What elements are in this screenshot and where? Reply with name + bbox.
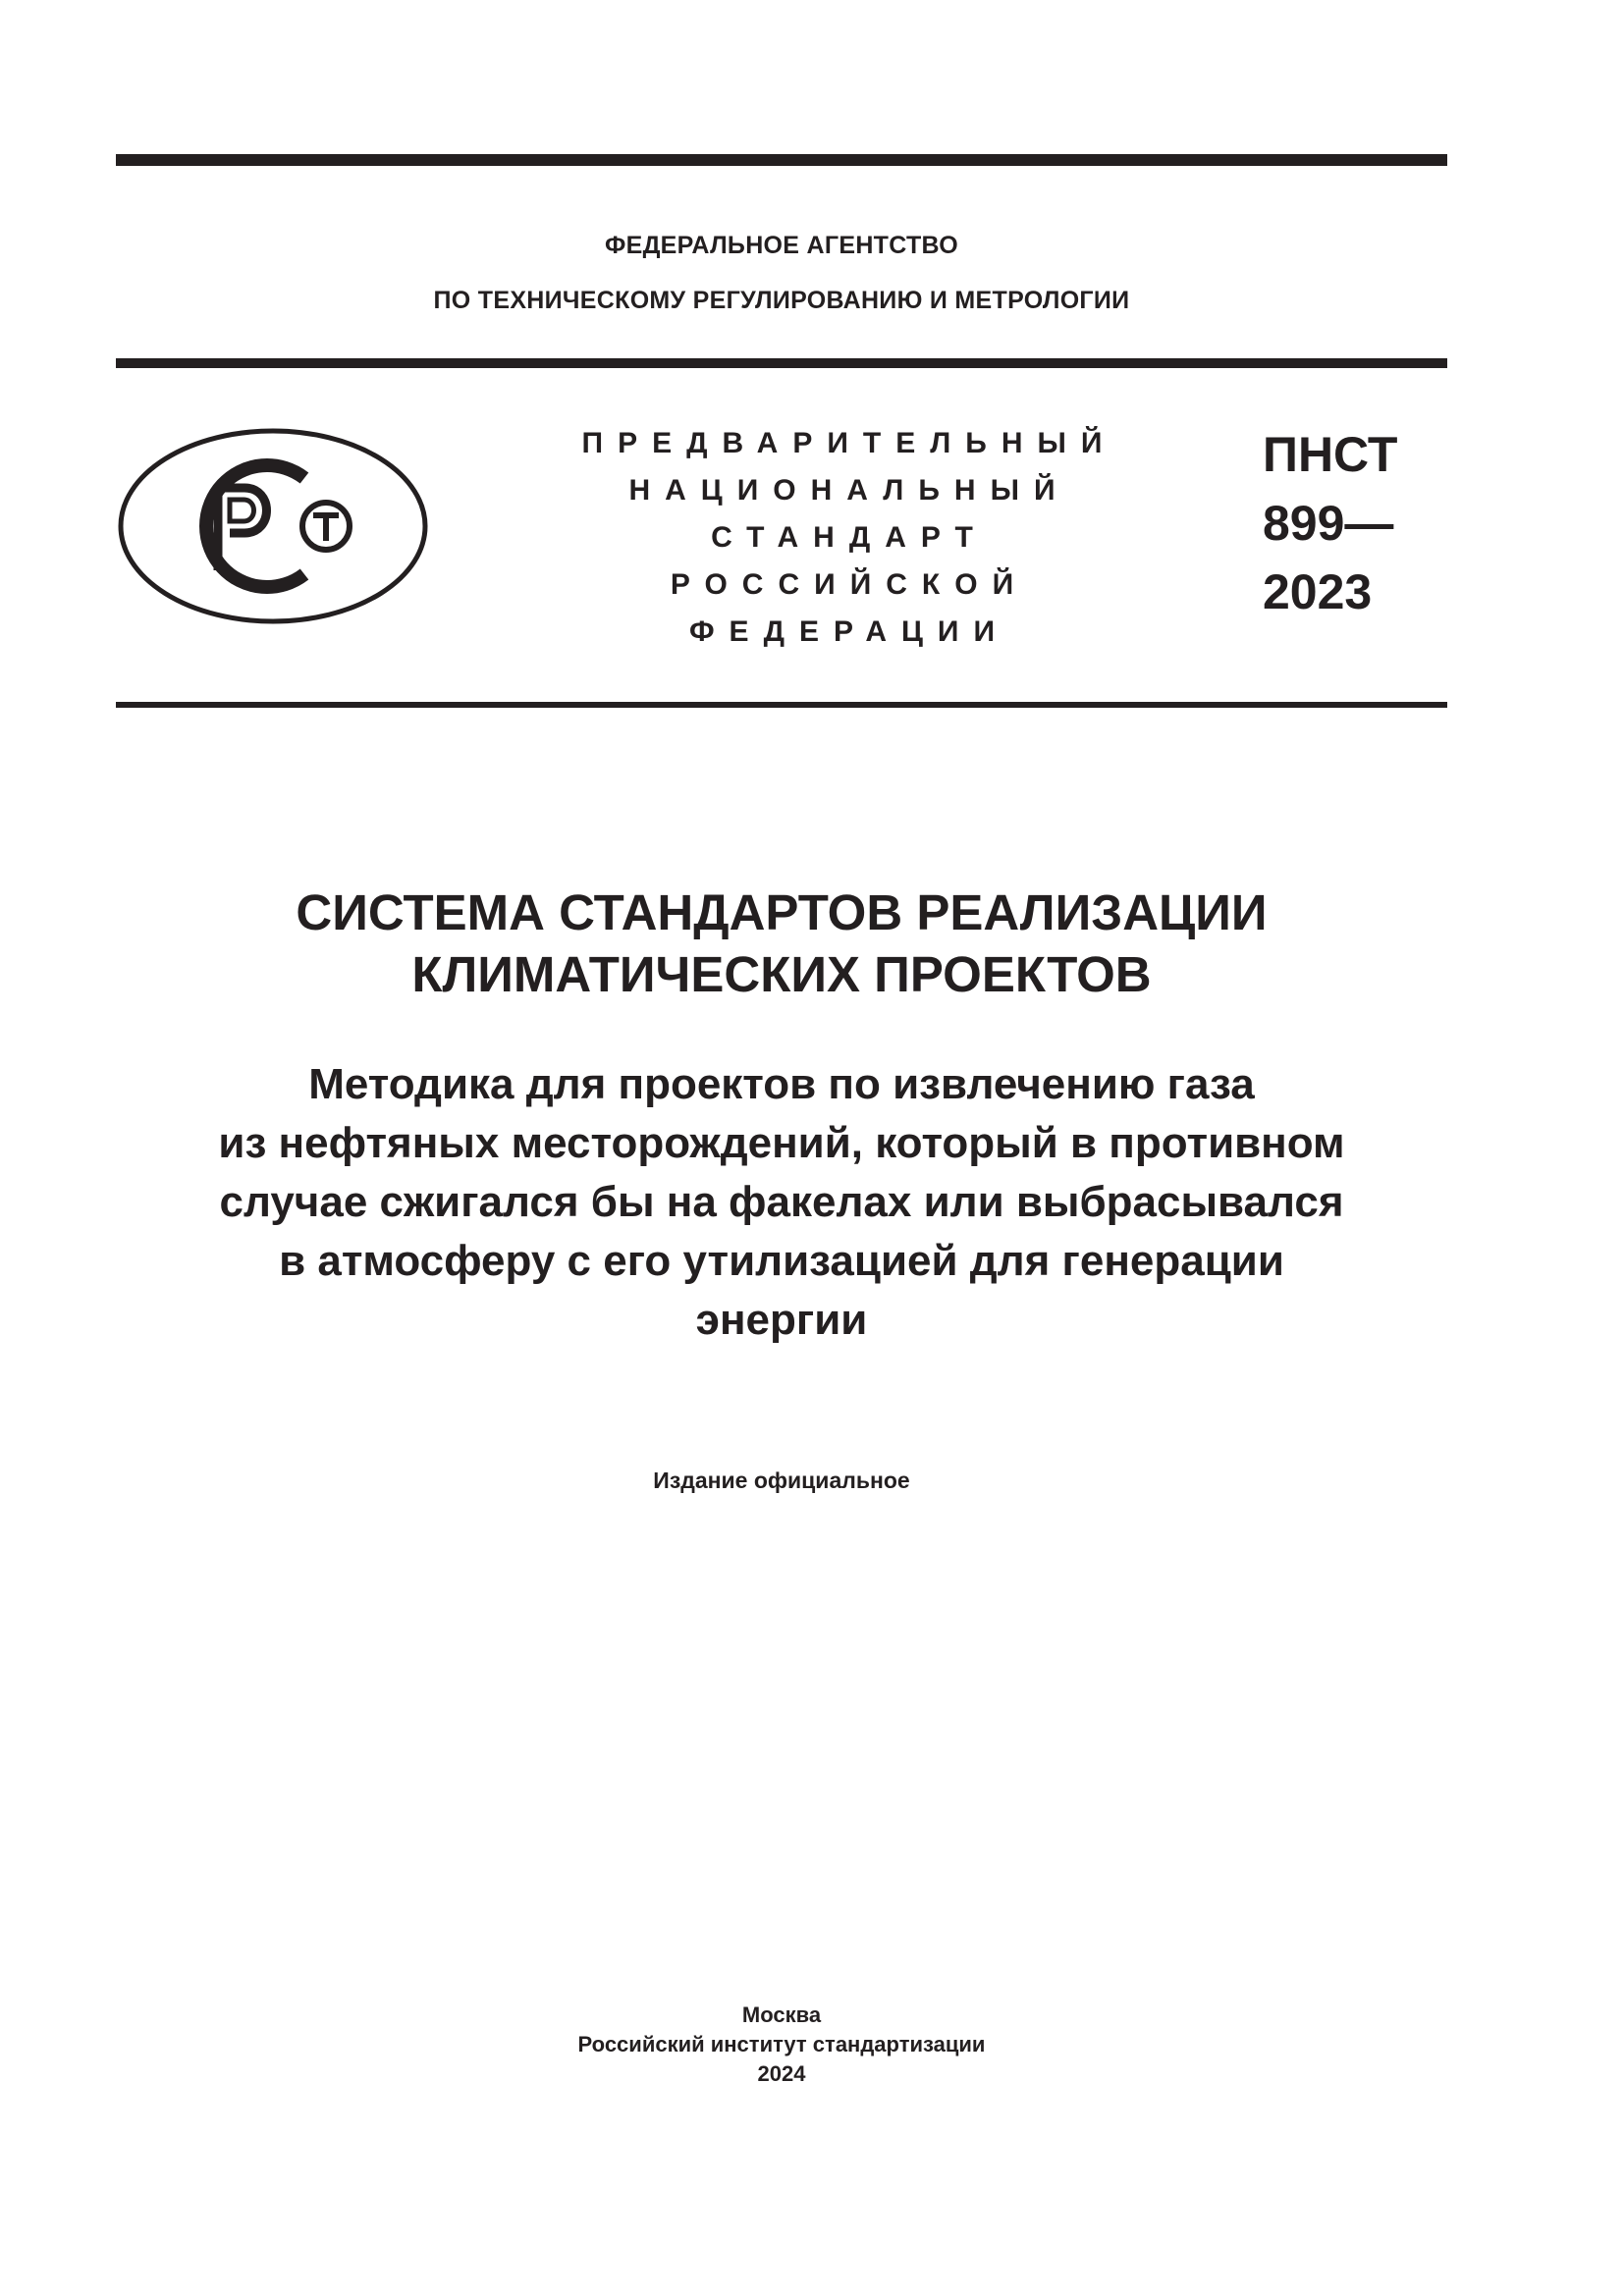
standard-type-line-5: ФЕДЕРАЦИИ xyxy=(688,615,1010,648)
designation-line-1: ПНСТ xyxy=(1263,427,1398,482)
standard-designation xyxy=(1263,420,1397,626)
standard-type-line-1: ПРЕДВАРИТЕЛЬНЫЙ xyxy=(581,427,1117,459)
agency-line-2: ПО ТЕХНИЧЕСКОМУ РЕГУЛИРОВАНИЮ И МЕТРОЛОГИИ xyxy=(433,287,1130,314)
subtitle-line-3: случае сжигался бы на факелах или выбрасывался xyxy=(219,1178,1344,1226)
document-title xyxy=(116,881,1447,1005)
subtitle-line-4: в атмосферу с его утилизацией для генерации xyxy=(279,1237,1284,1285)
document-subtitle xyxy=(116,1055,1447,1350)
title-line-1: СИСТЕМА СТАНДАРТОВ РЕАЛИЗАЦИИ xyxy=(296,884,1268,940)
gost-r-seal-icon xyxy=(117,427,429,625)
designation-line-3: 2023 xyxy=(1263,564,1373,619)
standard-type-line-4: РОССИЙСКОЙ xyxy=(670,568,1029,601)
lower-rule xyxy=(116,702,1447,708)
imprint-publisher: Российский институт стандартизации xyxy=(577,2032,986,2056)
standard-type-line-3: СТАНДАРТ xyxy=(711,521,988,554)
imprint-city: Москва xyxy=(741,2002,822,2027)
imprint-year: 2024 xyxy=(757,2061,806,2086)
title-line-2: КЛИМАТИЧЕСКИХ ПРОЕКТОВ xyxy=(411,946,1152,1002)
designation-line-2: 899— xyxy=(1263,496,1394,551)
top-rule xyxy=(116,154,1447,166)
standard-type xyxy=(560,420,1139,656)
edition-note: Издание официальное xyxy=(653,1468,910,1493)
agency-header xyxy=(116,218,1447,328)
standard-type-line-2: НАЦИОНАЛЬНЫЙ xyxy=(628,474,1070,507)
subtitle-line-2: из нефтяных месторождений, который в противном xyxy=(218,1119,1345,1167)
agency-line-1: ФЕДЕРАЛЬНОЕ АГЕНТСТВО xyxy=(604,232,959,259)
subtitle-line-5: энергии xyxy=(695,1296,868,1344)
middle-rule xyxy=(116,358,1447,368)
subtitle-line-1: Методика для проектов по извлечению газа xyxy=(308,1060,1255,1108)
imprint xyxy=(116,2001,1447,2089)
